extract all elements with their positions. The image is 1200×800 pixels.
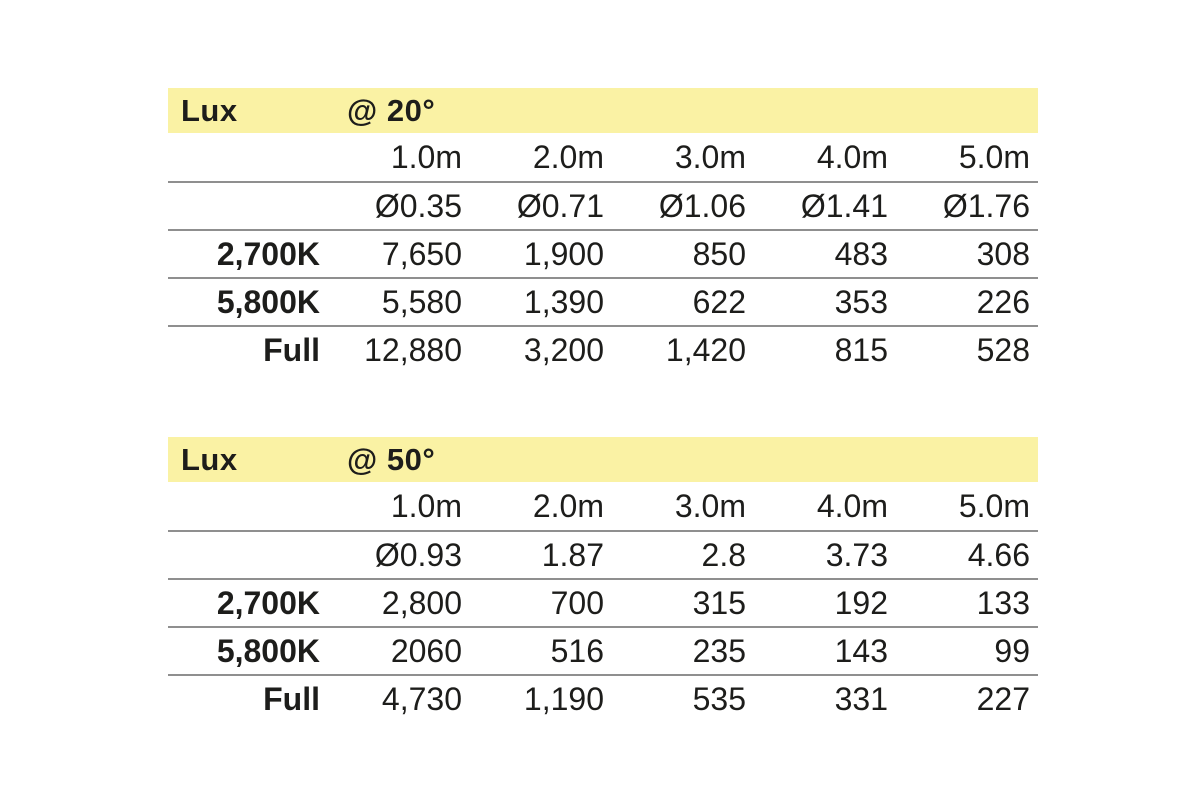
beam-diameter-row: [168, 181, 1038, 229]
lux-table-20deg: [168, 88, 1038, 373]
diameter-cell: 3.73: [825, 536, 888, 573]
lux-value-cell: 1,190: [523, 680, 604, 717]
lux-value-cell: 308: [976, 235, 1030, 272]
distance-cell: 3.0m: [674, 487, 746, 524]
distance-cell: 5.0m: [958, 138, 1030, 175]
lux-value-cell: 227: [976, 680, 1030, 717]
lux-value-cell: 483: [834, 235, 888, 272]
distance-cell: 2.0m: [532, 138, 604, 175]
lux-value-cell: 315: [692, 584, 746, 621]
beam-angle-label: @ 20°: [347, 92, 436, 128]
lux-value-cell: 226: [976, 283, 1030, 320]
diameter-cell: Ø0.35: [374, 187, 462, 224]
row-label: Full: [263, 680, 320, 717]
lux-value-cell: 1,390: [523, 283, 604, 320]
lux-table-50deg: [168, 437, 1038, 722]
distance-cell: 1.0m: [390, 487, 462, 524]
distance-header-row: [168, 133, 1038, 181]
diameter-cell: Ø0.93: [374, 536, 462, 573]
row-label: 2,700K: [216, 584, 320, 621]
data-row-2700k: [168, 229, 1038, 277]
lux-value-cell: 235: [692, 632, 746, 669]
lux-value-cell: 1,900: [523, 235, 604, 272]
lux-value-cell: 2060: [390, 632, 462, 669]
lux-value-cell: 2,800: [381, 584, 462, 621]
lux-value-cell: 192: [834, 584, 888, 621]
row-label: 5,800K: [216, 283, 320, 320]
lux-value-cell: 535: [692, 680, 746, 717]
lux-value-cell: 5,580: [381, 283, 462, 320]
lux-value-cell: 4,730: [381, 680, 462, 717]
data-row-5800k: [168, 277, 1038, 325]
distance-cell: 4.0m: [816, 487, 888, 524]
diameter-cell: Ø1.41: [800, 187, 888, 224]
distance-cell: 3.0m: [674, 138, 746, 175]
lux-value-cell: 331: [834, 680, 888, 717]
table-title: Lux: [181, 441, 238, 477]
distance-header-row: [168, 482, 1038, 530]
lux-value-cell: 99: [994, 632, 1030, 669]
row-label: Full: [263, 331, 320, 368]
lux-value-cell: 700: [550, 584, 604, 621]
table-title: Lux: [181, 92, 238, 128]
lux-value-cell: 353: [834, 283, 888, 320]
lux-value-cell: 143: [834, 632, 888, 669]
lux-value-cell: 850: [692, 235, 746, 272]
lux-value-cell: 528: [976, 331, 1030, 368]
row-label: 2,700K: [216, 235, 320, 272]
lux-value-cell: 815: [834, 331, 888, 368]
distance-cell: 4.0m: [816, 138, 888, 175]
data-row-5800k: [168, 626, 1038, 674]
table-header-band: [168, 437, 1038, 482]
data-row-full: [168, 325, 1038, 373]
lux-value-cell: 516: [550, 632, 604, 669]
diameter-cell: Ø1.76: [942, 187, 1030, 224]
diameter-cell: Ø1.06: [658, 187, 746, 224]
lux-value-cell: 622: [692, 283, 746, 320]
distance-cell: 1.0m: [390, 138, 462, 175]
beam-diameter-row: [168, 530, 1038, 578]
diameter-cell: 2.8: [701, 536, 746, 573]
table-header-band: [168, 88, 1038, 133]
lux-value-cell: 7,650: [381, 235, 462, 272]
diameter-cell: 1.87: [541, 536, 604, 573]
lux-value-cell: 12,880: [364, 331, 462, 368]
diameter-cell: Ø0.71: [516, 187, 604, 224]
data-row-2700k: [168, 578, 1038, 626]
beam-angle-label: @ 50°: [347, 441, 436, 477]
diameter-cell: 4.66: [967, 536, 1030, 573]
lux-value-cell: 3,200: [523, 331, 604, 368]
lux-value-cell: 133: [976, 584, 1030, 621]
data-row-full: [168, 674, 1038, 722]
distance-cell: 2.0m: [532, 487, 604, 524]
lux-value-cell: 1,420: [665, 331, 746, 368]
row-label: 5,800K: [216, 632, 320, 669]
distance-cell: 5.0m: [958, 487, 1030, 524]
